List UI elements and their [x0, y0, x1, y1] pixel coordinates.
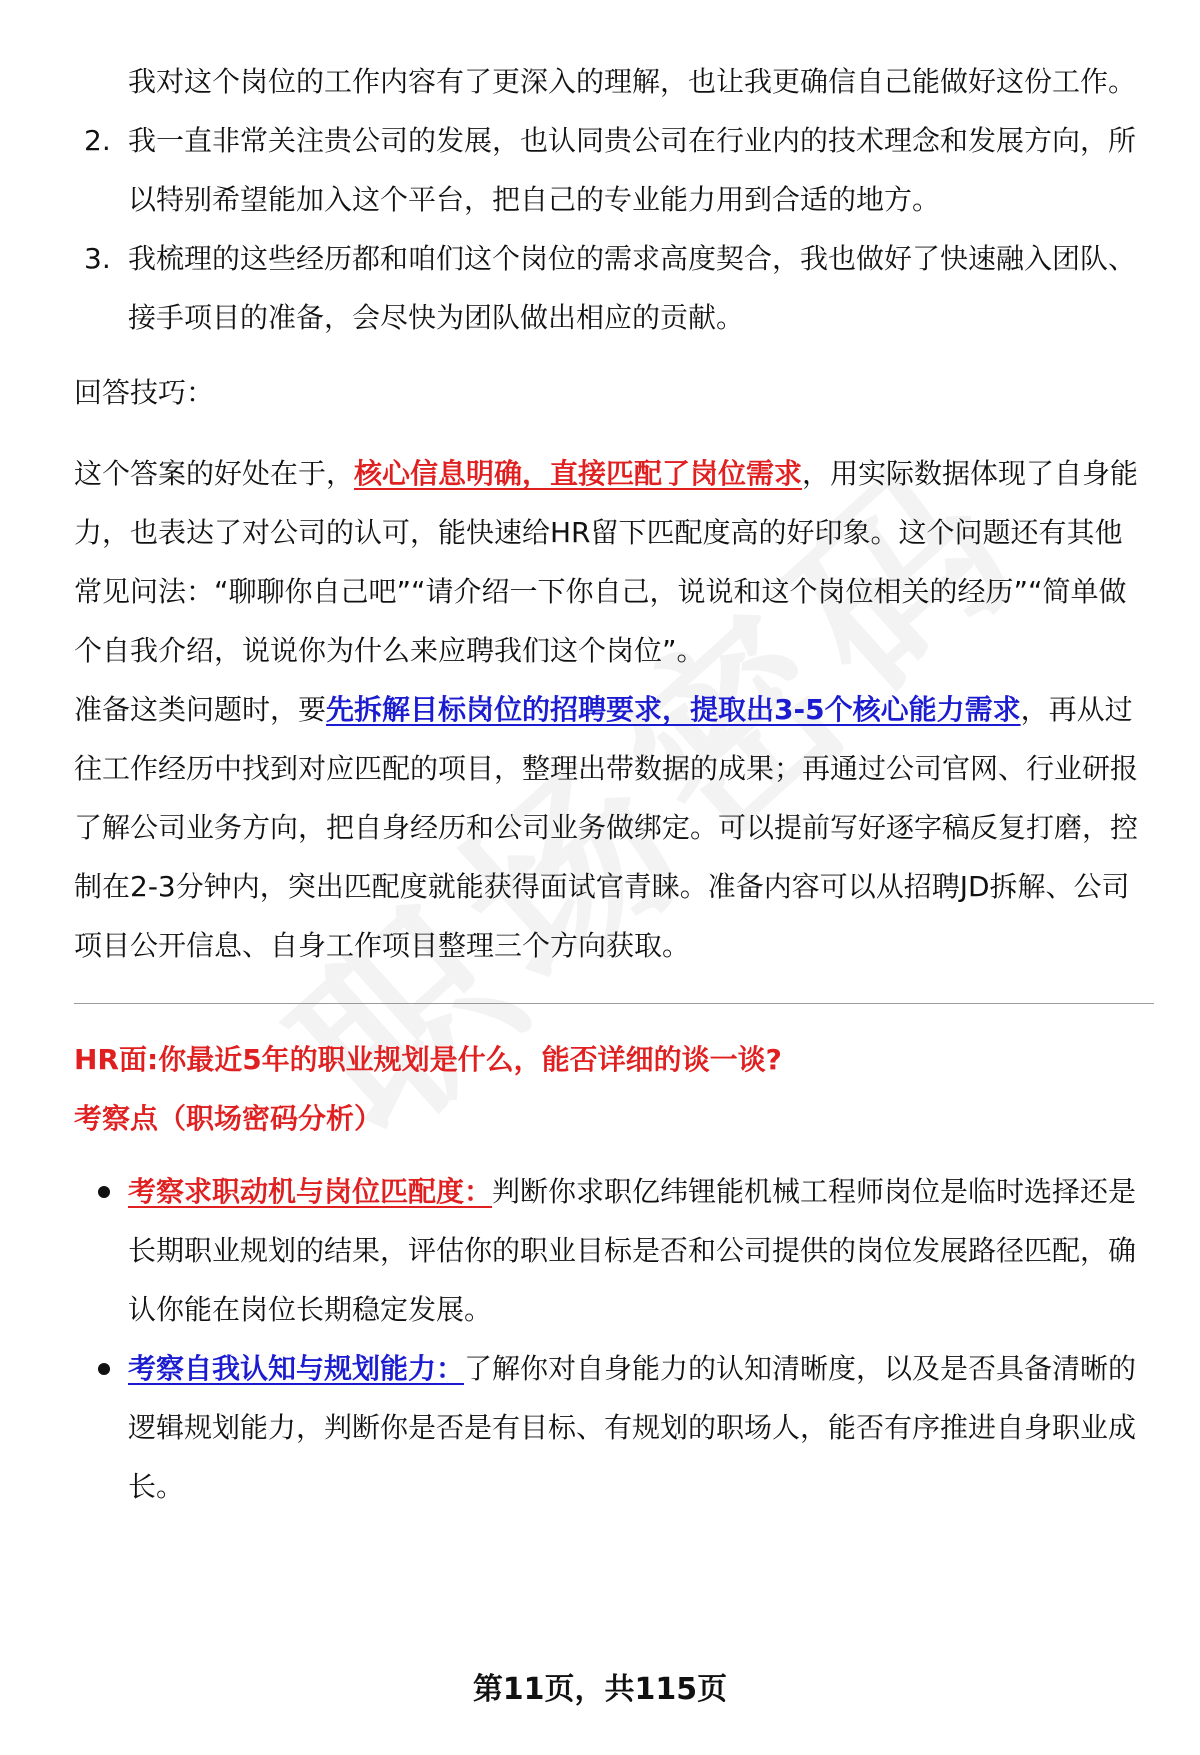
- tips-text: ，用实际数据体现了自身能力，也表达了对公司的认可，能快速给HR留下匹配度高的好印象。这个问题还有其他常见问法：“聊聊你自己吧”“请介绍一下你自己，说说和这个岗位相关的经历”“简单做个自我介绍，说说你为什么来应聘我们这个岗位”。: [74, 457, 1139, 667]
- tips-highlight-blue: 先拆解目标岗位的招聘要求，提取出3-5个核心能力需求: [326, 693, 1021, 726]
- list-item-text: 我梳理的这些经历都和咱们这个岗位的需求高度契合，我也做好了快速融入团队、接手项目的准备，会尽快为团队做出相应的贡献。: [128, 242, 1137, 334]
- tips-text: 这个答案的好处在于，: [74, 457, 355, 490]
- bullet-list: [74, 1162, 1144, 1516]
- question-subtitle: 考察点（职场密码分析）: [74, 1102, 383, 1135]
- list-item-text: 我对这个岗位的工作内容有了更深入的理解，也让我更确信自己能做好这份工作。: [128, 65, 1137, 98]
- list-number: 3.: [84, 242, 111, 275]
- question-title: HR面:你最近5年的职业规划是什么，能否详细的谈一谈?: [74, 1043, 782, 1076]
- bullet-text: 判断你求职亿纬锂能机械工程师岗位是临时选择还是长期职业规划的结果，评估你的职业目标是否和公司提供的岗位发展路径匹配，确认你能在岗位长期稳定发展。: [128, 1175, 1137, 1326]
- page-footer: 第11页，共115页: [472, 1672, 728, 1707]
- bullet-text: 了解你对自身能力的认知清晰度，以及是否具备清晰的逻辑规划能力，判断你是否是有目标、有规划的职场人，能否有序推进自身职业成长。: [128, 1352, 1137, 1503]
- tips-highlight-red: 核心信息明确，直接匹配了岗位需求: [354, 457, 803, 490]
- bullet-highlight-blue: 考察自我认知与规划能力：: [128, 1352, 465, 1385]
- page-content: [74, 52, 1144, 1516]
- tips-text: 准备这类问题时，要: [74, 693, 327, 726]
- tips-paragraph-1: [74, 444, 1144, 680]
- tips-label: 回答技巧：: [74, 376, 215, 409]
- bullet-item: [74, 1162, 1144, 1339]
- bullet-highlight-red: 考察求职动机与岗位匹配度：: [128, 1175, 493, 1208]
- tips-text: ，再从过往工作经历中找到对应匹配的项目，整理出带数据的成果；再通过公司官网、行业研报了解公司业务方向，把自身经历和公司业务做绑定。可以提前写好逐字稿反复打磨，控制在2-3分钟内，突出匹配度就能获得面试官青睐。准备内容可以从招聘JD拆解、公司项目公开信息、自身工作项目整理三个方向获取。: [74, 693, 1139, 962]
- bullet-item: [74, 1339, 1144, 1516]
- list-item-text: 我一直非常关注贵公司的发展，也认同贵公司在行业内的技术理念和发展方向，所以特别希望能加入这个平台，把自己的专业能力用到合适的地方。: [128, 124, 1137, 216]
- list-item-continued: [74, 52, 1144, 111]
- bullet-dot-icon: [98, 1363, 110, 1375]
- section-divider: [74, 1003, 1154, 1004]
- bullet-dot-icon: [98, 1186, 110, 1198]
- list-item: [74, 229, 1144, 347]
- tips-paragraph-2: [74, 680, 1144, 975]
- list-item: [74, 111, 1144, 229]
- list-number: 2.: [84, 124, 111, 157]
